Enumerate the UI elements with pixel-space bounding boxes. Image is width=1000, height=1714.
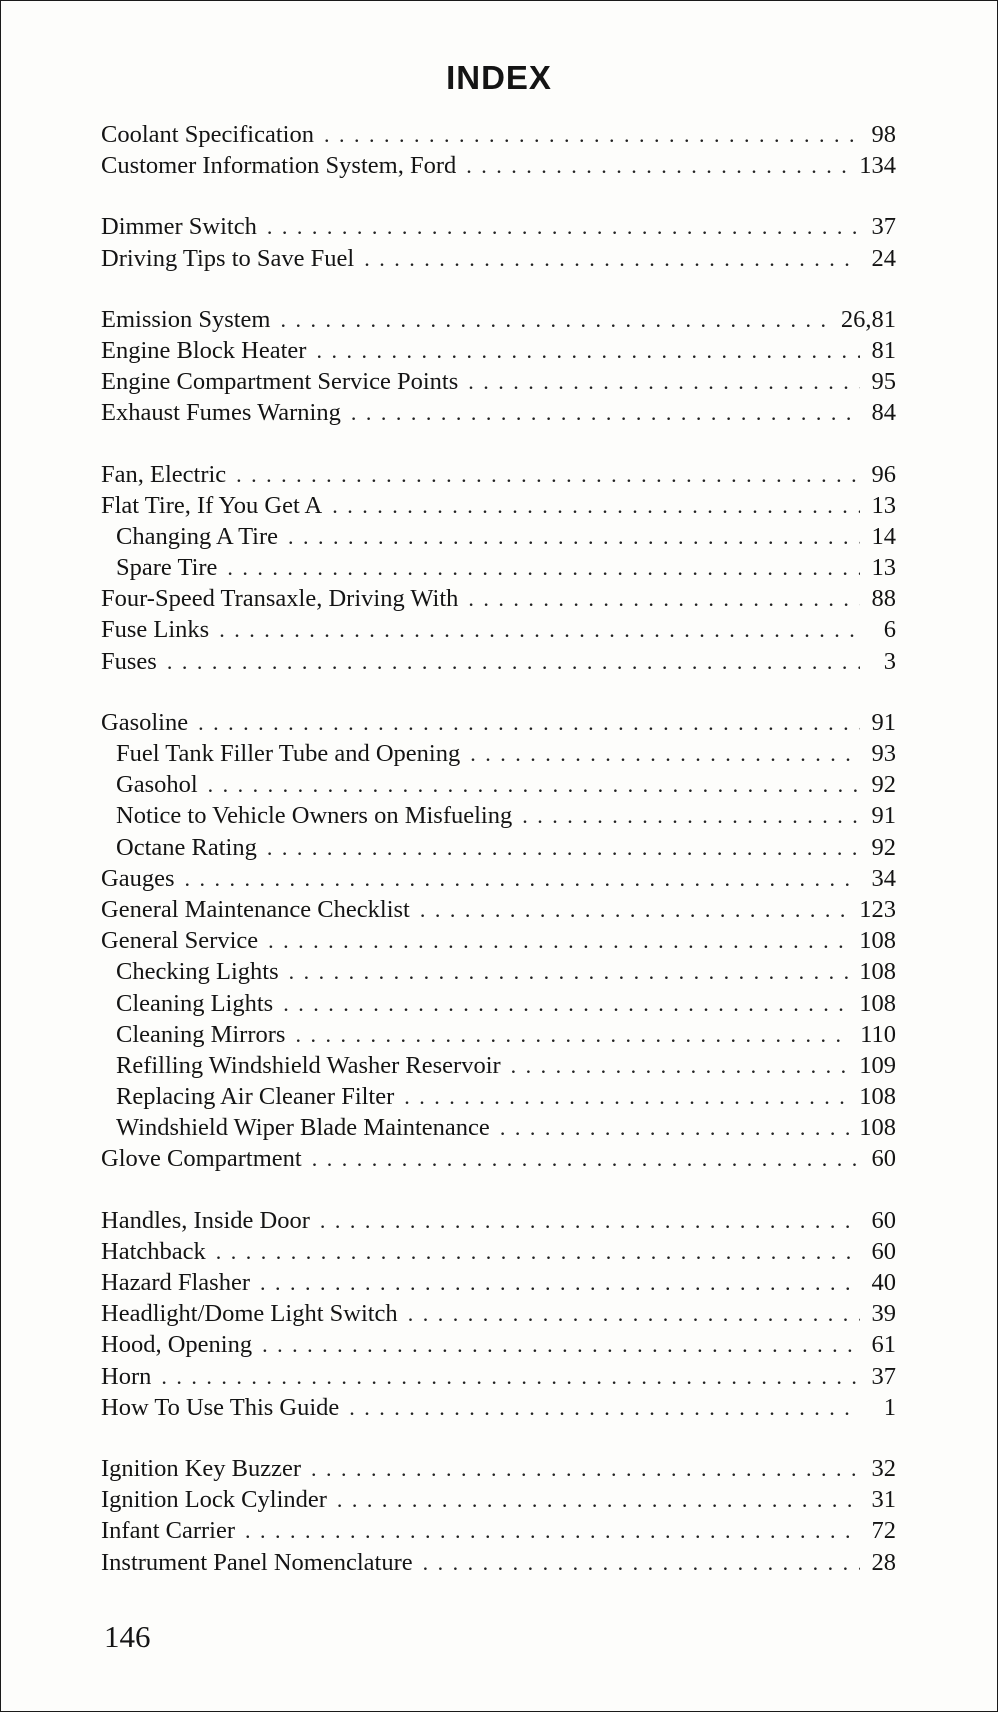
index-entry — [101, 211, 896, 242]
entry-page-number: 14 — [871, 522, 896, 550]
dot-leader — [408, 1298, 860, 1329]
entry-label: Handles, Inside Door — [101, 1206, 310, 1234]
dot-leader — [267, 832, 860, 863]
dot-leader — [349, 1392, 860, 1423]
entry-page-number: 84 — [871, 399, 896, 427]
entry-label: Headlight/Dome Light Switch — [101, 1300, 398, 1328]
index-entry — [101, 335, 896, 366]
index-entry — [101, 459, 896, 490]
entry-page-number: 26,81 — [840, 305, 896, 333]
entry-label: Replacing Air Cleaner Filter — [116, 1083, 395, 1111]
entry-page-number: 61 — [871, 1331, 896, 1359]
dot-leader — [511, 1050, 850, 1081]
dot-leader — [260, 1267, 860, 1298]
dot-leader — [468, 366, 860, 397]
entry-label: Gasoline — [101, 708, 189, 736]
index-entry — [101, 150, 896, 181]
index-entry — [101, 366, 896, 397]
dot-leader — [337, 1484, 860, 1515]
index-entry — [101, 1515, 896, 1546]
entry-label: General Service — [101, 927, 259, 955]
index-entry — [101, 1484, 896, 1515]
entry-page-number: 13 — [871, 491, 896, 519]
dot-leader — [404, 1081, 849, 1112]
entry-page-number: 32 — [871, 1454, 896, 1482]
entry-page-number: 91 — [871, 708, 896, 736]
index-entry — [101, 243, 896, 274]
index-entry — [101, 894, 896, 925]
entry-label: Instrument Panel Nomenclature — [101, 1548, 413, 1576]
entry-label: How To Use This Guide — [101, 1393, 340, 1421]
dot-leader — [500, 1112, 849, 1143]
entry-page-number: 92 — [871, 771, 896, 799]
dot-leader — [267, 211, 860, 242]
dot-leader — [295, 1019, 850, 1050]
dot-leader — [216, 1236, 860, 1267]
entry-page-number: 108 — [859, 989, 896, 1017]
dot-leader — [470, 738, 860, 769]
index-entry — [101, 583, 896, 614]
index-entry — [101, 1329, 896, 1360]
entry-page-number: 1 — [883, 1393, 896, 1421]
entry-page-number: 40 — [871, 1269, 896, 1296]
entry-page-number: 60 — [871, 1206, 896, 1234]
entry-page-number: 31 — [871, 1486, 896, 1514]
entry-label: Checking Lights — [116, 958, 279, 986]
dot-leader — [283, 988, 849, 1019]
index-subentry — [101, 552, 896, 583]
index-entry — [101, 304, 896, 335]
dot-leader — [420, 894, 849, 925]
entry-label: Hood, Opening — [101, 1331, 253, 1359]
entry-label: Ignition Lock Cylinder — [101, 1486, 327, 1514]
index-entry — [101, 863, 896, 894]
entry-label: Hazard Flasher — [101, 1269, 250, 1296]
dot-leader — [351, 397, 860, 428]
entry-label: Changing A Tire — [116, 522, 279, 550]
entry-page-number: 60 — [871, 1145, 896, 1173]
dot-leader — [364, 243, 860, 274]
index-entry — [101, 1298, 896, 1329]
entry-page-number: 39 — [871, 1300, 896, 1328]
dot-leader — [198, 707, 860, 738]
dot-leader — [311, 1453, 860, 1484]
index-entry — [101, 925, 896, 956]
index-entry — [101, 1267, 896, 1298]
entry-label: Fan, Electric — [101, 460, 227, 488]
index-subentry — [101, 832, 896, 863]
dot-leader — [227, 552, 860, 583]
entry-label: Horn — [101, 1362, 152, 1390]
index-subentry — [101, 738, 896, 769]
entry-page-number: 109 — [859, 1051, 896, 1079]
entry-label: Driving Tips to Save Fuel — [101, 244, 355, 272]
entry-page-number: 123 — [859, 895, 896, 923]
dot-leader — [167, 646, 860, 677]
entry-label: Hatchback — [101, 1237, 206, 1265]
entry-page-number: 134 — [859, 152, 896, 180]
entry-label: Gauges — [101, 864, 175, 892]
entry-page-number: 108 — [859, 1114, 896, 1142]
index-subentry — [101, 521, 896, 552]
entry-page-number: 28 — [871, 1548, 896, 1576]
page-number: 146 — [104, 1619, 151, 1654]
entry-label: Notice to Vehicle Owners on Misfueling — [116, 802, 513, 830]
dot-leader — [236, 459, 860, 490]
index-subentry — [101, 769, 896, 800]
index-subentry — [101, 1019, 896, 1050]
index-subentry — [101, 1081, 896, 1112]
entry-label: Four-Speed Transaxle, Driving With — [101, 585, 459, 613]
entry-label: Cleaning Lights — [116, 989, 274, 1017]
index-entry — [101, 614, 896, 645]
entry-label: Windshield Wiper Blade Maintenance — [116, 1114, 490, 1142]
dot-leader — [466, 150, 849, 181]
dot-leader — [468, 583, 860, 614]
index-entry — [101, 1392, 896, 1423]
entry-label: Fuses — [101, 647, 157, 675]
dot-leader — [332, 490, 860, 521]
entry-label: Glove Compartment — [101, 1145, 302, 1173]
dot-leader — [245, 1515, 860, 1546]
entry-label: Spare Tire — [116, 554, 218, 582]
entry-label: Emission System — [101, 305, 271, 333]
entry-page-number: 3 — [883, 647, 896, 675]
index-entry — [101, 397, 896, 428]
entry-page-number: 91 — [871, 802, 896, 830]
index-entry — [101, 646, 896, 677]
entry-page-number: 6 — [883, 616, 896, 644]
entry-page-number: 93 — [871, 740, 896, 767]
index-entry — [101, 1361, 896, 1392]
entry-label: Dimmer Switch — [101, 213, 257, 241]
index-subentry — [101, 1050, 896, 1081]
dot-leader — [184, 863, 860, 894]
entry-page-number: 96 — [871, 460, 896, 488]
index-entry — [101, 1236, 896, 1267]
entry-label: Ignition Key Buzzer — [101, 1454, 302, 1482]
index-subentry — [101, 1112, 896, 1143]
entry-label: Cleaning Mirrors — [116, 1020, 286, 1048]
index-subentry — [101, 956, 896, 987]
entry-label: Octane Rating — [116, 833, 257, 861]
dot-leader — [219, 614, 860, 645]
entry-page-number: 37 — [871, 213, 896, 241]
dot-leader — [423, 1547, 860, 1578]
entry-label: Refilling Windshield Washer Reservoir — [116, 1051, 501, 1079]
entry-page-number: 37 — [871, 1362, 896, 1390]
entry-page-number: 72 — [871, 1517, 896, 1545]
page-title: INDEX — [446, 59, 552, 96]
entry-page-number: 24 — [871, 244, 896, 272]
dot-leader — [161, 1361, 860, 1392]
entry-page-number: 34 — [871, 864, 896, 892]
entry-page-number: 108 — [859, 927, 896, 955]
entry-label: Coolant Specification — [101, 121, 314, 148]
entry-label: Infant Carrier — [101, 1517, 235, 1545]
entry-page-number: 98 — [871, 121, 896, 148]
index-subentry — [101, 988, 896, 1019]
dot-leader — [288, 521, 860, 552]
dot-leader — [312, 1143, 860, 1174]
dot-leader — [268, 925, 849, 956]
entry-page-number: 108 — [859, 958, 896, 986]
dot-leader — [208, 769, 860, 800]
entry-label: General Maintenance Checklist — [101, 895, 410, 923]
entry-label: Flat Tire, If You Get A — [101, 491, 323, 519]
dot-leader — [320, 1205, 860, 1236]
dot-leader — [280, 304, 830, 335]
index-entry — [101, 1205, 896, 1236]
entry-label: Exhaust Fumes Warning — [101, 399, 341, 427]
entry-label: Gasohol — [116, 771, 198, 799]
dot-leader — [289, 956, 850, 987]
dot-leader — [316, 335, 860, 366]
entry-label: Engine Block Heater — [101, 336, 307, 364]
dot-leader — [522, 800, 860, 831]
entry-page-number: 92 — [871, 833, 896, 861]
index-entry — [101, 1143, 896, 1174]
entry-page-number: 60 — [871, 1237, 896, 1265]
entry-label: Customer Information System, Ford — [101, 152, 457, 180]
entry-page-number: 88 — [871, 585, 896, 613]
index-entry — [101, 1453, 896, 1484]
index-entry — [101, 490, 896, 521]
entry-label: Fuse Links — [101, 616, 210, 644]
entry-page-number: 13 — [871, 554, 896, 582]
entry-page-number: 81 — [871, 336, 896, 364]
entry-label: Fuel Tank Filler Tube and Opening — [116, 740, 461, 767]
entry-page-number: 110 — [860, 1020, 896, 1048]
index-entry — [101, 119, 896, 150]
index-entry — [101, 707, 896, 738]
index-list — [101, 119, 896, 1578]
dot-leader — [324, 119, 860, 150]
dot-leader — [262, 1329, 860, 1360]
index-entry — [101, 1547, 896, 1578]
entry-page-number: 95 — [871, 368, 896, 396]
index-subentry — [101, 800, 896, 831]
entry-page-number: 108 — [859, 1083, 896, 1111]
entry-label: Engine Compartment Service Points — [101, 368, 459, 396]
